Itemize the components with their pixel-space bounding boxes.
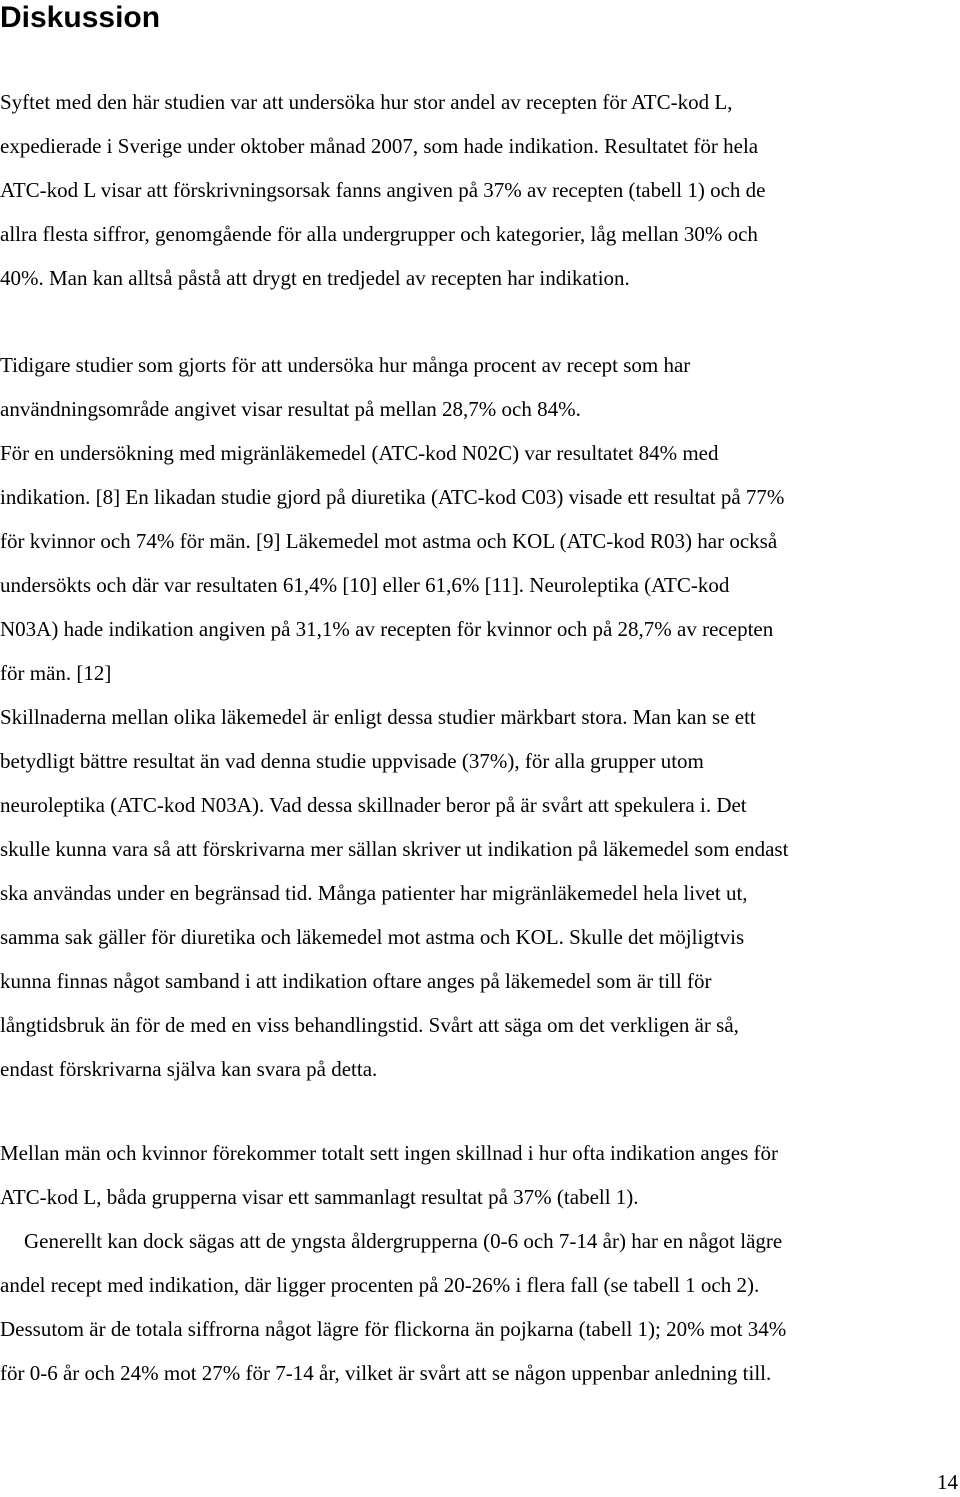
text-line: indikation. [8] En likadan studie gjord på diuretika (ATC-kod C03) visade ett resultat på 77% (0, 485, 785, 509)
text-line: för 0-6 år och 24% mot 27% för 7-14 år, vilket är svårt att se någon uppenbar anledning till. (0, 1361, 772, 1385)
text-line: kunna finnas något samband i att indikation oftare anges på läkemedel som är till för (0, 969, 712, 993)
text-line: N03A) hade indikation angiven på 31,1% av recepten för kvinnor och på 28,7% av recepten (0, 617, 774, 641)
text-line: samma sak gäller för diuretika och läkemedel mot astma och KOL. Skulle det möjligtvis (0, 925, 745, 949)
page-heading: Diskussion (0, 1, 161, 34)
text-line: endast förskrivarna själva kan svara på detta. (0, 1057, 378, 1081)
text-line: ska användas under en begränsad tid. Många patienter har migränläkemedel hela livet ut, (0, 881, 748, 905)
text-line: Generellt kan dock sägas att de yngsta åldergrupperna (0-6 och 7-14 år) har en något lägre (24, 1229, 783, 1253)
text-line: allra flesta siffror, genomgående för alla undergrupper och kategorier, låg mellan 30% och (0, 222, 758, 246)
text-line: 40%. Man kan alltså påstå att drygt en tredjedel av recepten har indikation. (0, 266, 630, 290)
text-line: expedierade i Sverige under oktober månad 2007, som hade indikation. Resultatet för hela (0, 134, 759, 158)
text-line: långtidsbruk än för de med en viss behandlingstid. Svårt att säga om det verkligen är så, (0, 1013, 739, 1037)
page-number: 14 (937, 1470, 958, 1494)
paragraph-previous-studies (0, 343, 960, 1091)
text-line: Syftet med den här studien var att undersöka hur stor andel av recepten för ATC-kod L, (0, 90, 733, 114)
paragraph-gender-age (0, 1131, 960, 1395)
text-line: Dessutom är de totala siffrorna något lägre för flickorna än pojkarna (tabell 1); 20% mot 34% (0, 1317, 787, 1341)
text-line: För en undersökning med migränläkemedel (ATC-kod N02C) var resultatet 84% med (0, 441, 719, 465)
text-line: neuroleptika (ATC-kod N03A). Vad dessa skillnader beror på är svårt att spekulera i. Det (0, 793, 747, 817)
text-line: Mellan män och kvinnor förekommer totalt sett ingen skillnad i hur ofta indikation anges för (0, 1141, 778, 1165)
text-line: andel recept med indikation, där ligger procenten på 20-26% i flera fall (se tabell 1 och 2). (0, 1273, 760, 1297)
text-line: Skillnaderna mellan olika läkemedel är enligt dessa studier märkbart stora. Man kan se ett (0, 705, 756, 729)
text-line: betydligt bättre resultat än vad denna studie uppvisade (37%), för alla grupper utom (0, 749, 704, 773)
text-line: Tidigare studier som gjorts för att undersöka hur många procent av recept som har (0, 353, 691, 377)
text-line: skulle kunna vara så att förskrivarna mer sällan skriver ut indikation på läkemedel som endast (0, 837, 789, 861)
text-line: ATC-kod L, båda grupperna visar ett sammanlagt resultat på 37% (tabell 1). (0, 1185, 639, 1209)
text-line: undersökts och där var resultaten 61,4% [10] eller 61,6% [11]. Neuroleptika (ATC-kod (0, 573, 730, 597)
text-line: användningsområde angivet visar resultat på mellan 28,7% och 84%. (0, 397, 581, 421)
text-line: för män. [12] (0, 661, 112, 685)
text-line: för kvinnor och 74% för män. [9] Läkemedel mot astma och KOL (ATC-kod R03) har också (0, 529, 778, 553)
paragraph-purpose (0, 80, 960, 300)
text-line: ATC-kod L visar att förskrivningsorsak fanns angiven på 37% av recepten (tabell 1) och de (0, 178, 766, 202)
